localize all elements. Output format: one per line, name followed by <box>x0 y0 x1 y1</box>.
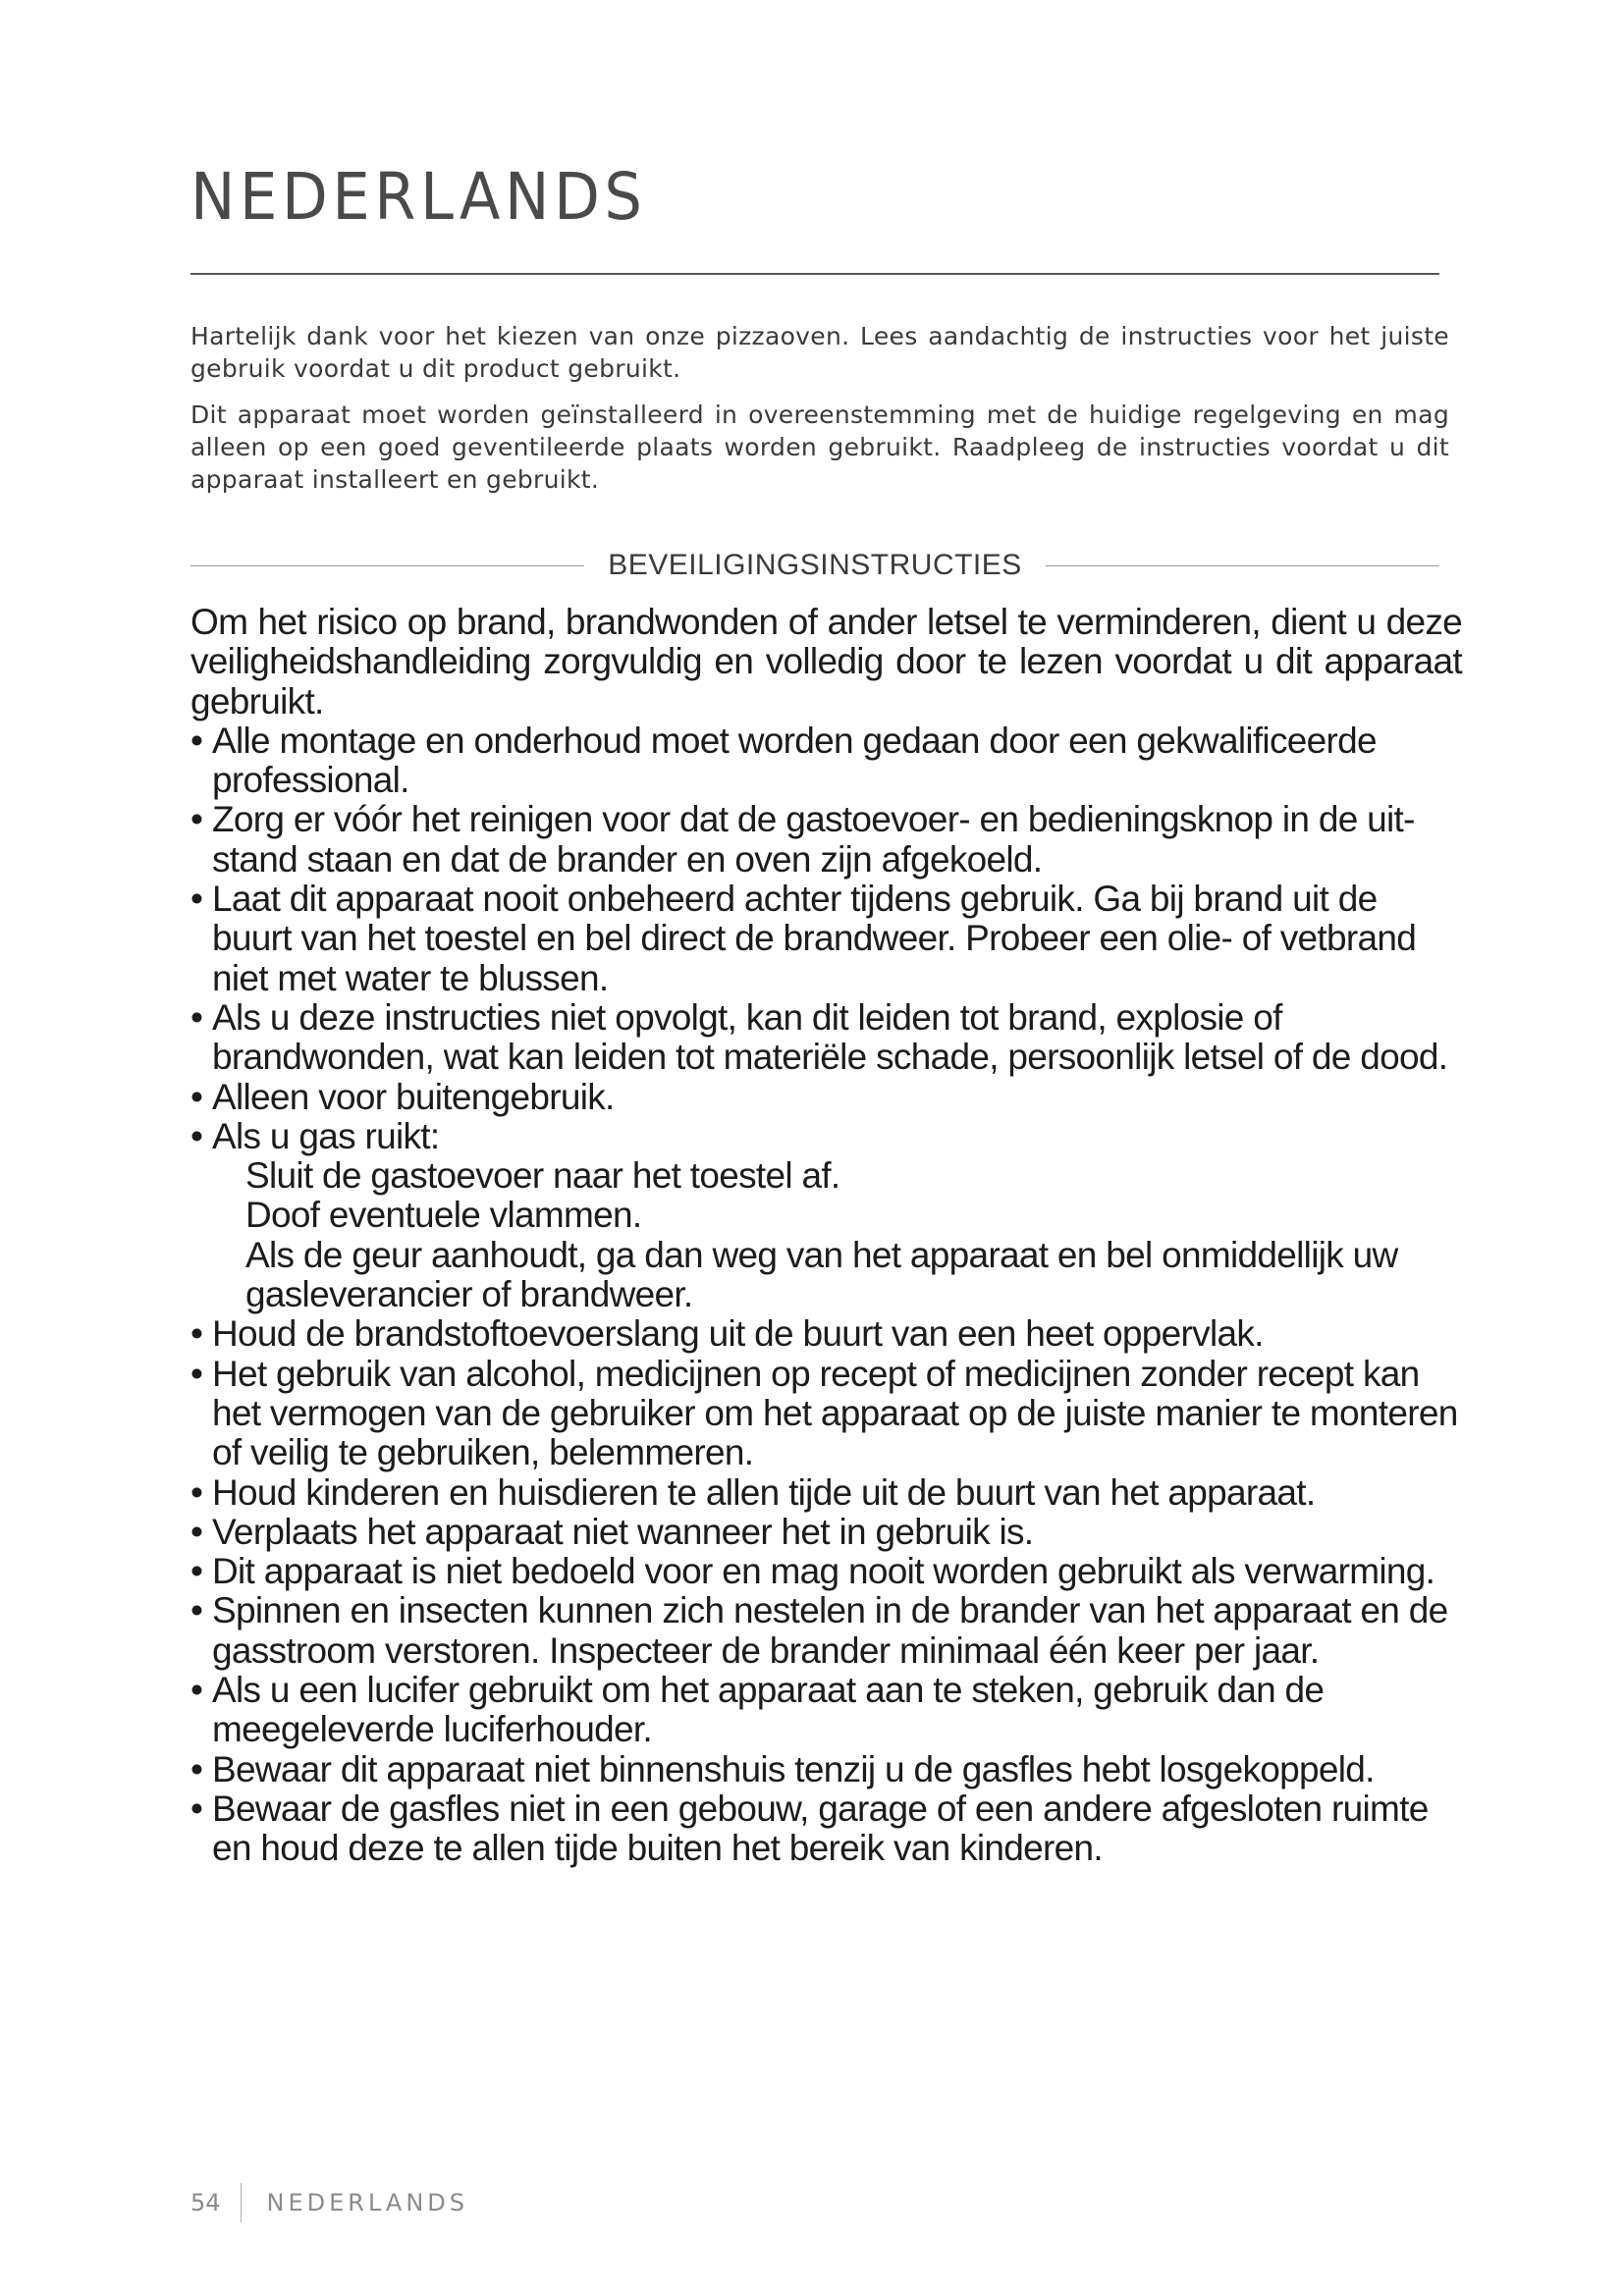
section-heading: BEVEILIGINGSINSTRUCTIES <box>608 549 1022 581</box>
bullet-icon: • <box>190 1115 203 1156</box>
intro-paragraph: Dit apparaat moet worden geïnstalleerd in overeenstemming met de huidige regelgeving en mag alleen op een goed geventileerde plaats worden gebruikt. Raadpleeg de instructies voordat u dit apparaat installeert en gebruikt. <box>190 400 1449 494</box>
bullet-icon: • <box>190 1471 203 1513</box>
safety-list <box>190 721 1462 1869</box>
bullet-icon: • <box>190 996 203 1038</box>
list-item <box>190 800 1462 880</box>
list-item <box>190 721 1462 801</box>
list-item-text: Houd de brandstoftoevoerslang uit de buurt van een heet oppervlak. <box>212 1313 1264 1355</box>
list-item <box>190 1314 1462 1354</box>
list-item-text: Spinnen en insecten kunnen zich nestelen in de brander van het apparaat en de gasstroom verstoren. Inspecteer de brander minimaal één keer per jaar. <box>212 1590 1448 1671</box>
bullet-icon: • <box>190 720 203 761</box>
bullet-icon: • <box>190 1313 203 1355</box>
list-item <box>190 1355 1462 1473</box>
bullet-icon: • <box>190 1511 203 1552</box>
page-number: 54 <box>190 2189 221 2216</box>
list-item <box>190 1789 1462 1869</box>
bullet-icon: • <box>190 799 203 840</box>
list-item-text: Laat dit apparaat nooit onbeheerd achter tijdens gebruik. Ga bij brand uit de buurt van het toestel en bel direct de brandweer. Probeer een olie- of vetbrand niet met water te blussen. <box>212 879 1417 998</box>
gas-step: Als de geur aanhoudt, ga dan weg van het apparaat en bel onmiddellijk uw gasleverancier of brandweer. <box>245 1234 1398 1315</box>
list-item-text: Zorg er vóór het reinigen voor dat de gastoevoer- en bedieningsknop in de uit-stand staan en dat de brander en oven zijn afgekoeld. <box>212 799 1415 880</box>
list-item <box>190 1750 1462 1789</box>
list-item-text: Bewaar de gasfles niet in een gebouw, garage of een andere afgesloten ruimte en houd deze te allen tijde buiten het bereik van kinderen. <box>212 1788 1429 1869</box>
list-item <box>190 1473 1462 1513</box>
list-item <box>190 1671 1462 1750</box>
list-item-text: Als u deze instructies niet opvolgt, kan dit leiden tot brand, explosie of brandwonden, wat kan leiden tot materiële schade, persoonlijk letsel of de dood. <box>212 996 1448 1078</box>
section-heading-row <box>190 544 1439 587</box>
footer-label: NEDERLANDS <box>266 2189 468 2216</box>
safety-instructions <box>190 603 1462 1869</box>
list-item-text: Bewaar dit apparaat niet binnenshuis tenzij u de gasfles hebt losgekoppeld. <box>212 1748 1375 1789</box>
bullet-icon: • <box>190 1551 203 1592</box>
bullet-icon: • <box>190 1353 203 1394</box>
list-item-text: Alleen voor buitengebruik. <box>212 1076 615 1117</box>
bullet-icon: • <box>190 1590 203 1631</box>
list-item-text: Dit apparaat is niet bedoeld voor en mag nooit worden gebruikt als verwarming. <box>212 1551 1435 1592</box>
list-item-text: Als u gas ruikt: <box>212 1115 440 1156</box>
section-rule-left <box>190 565 584 566</box>
bullet-icon: • <box>190 1788 203 1829</box>
list-item <box>190 998 1462 1078</box>
safety-lead: Om het risico op brand, brandwonden of ander letsel te verminderen, dient u deze veiligheidshandleiding zorgvuldig en volledig door te lezen voordat u dit apparaat gebruikt. <box>190 602 1462 721</box>
gas-step: Doof eventuele vlammen. <box>245 1195 642 1236</box>
list-item <box>190 1078 1462 1117</box>
intro-text <box>190 320 1449 509</box>
section-rule-right <box>1046 565 1439 566</box>
page-title: NEDERLANDS <box>190 159 647 235</box>
list-item <box>190 880 1462 998</box>
list-item-text: Alle montage en onderhoud moet worden gedaan door een gekwalificeerde professional. <box>212 720 1377 801</box>
list-item <box>190 1552 1462 1591</box>
list-item <box>190 1117 1462 1314</box>
list-item-text: Houd kinderen en huisdieren te allen tijde uit de buurt van het apparaat. <box>212 1471 1316 1513</box>
bullet-icon: • <box>190 879 203 920</box>
list-item <box>190 1513 1462 1552</box>
bullet-icon: • <box>190 1670 203 1711</box>
list-item-text: Als u een lucifer gebruikt om het apparaat aan te steken, gebruik dan de meegeleverde luciferhouder. <box>212 1670 1325 1750</box>
intro-paragraph: Hartelijk dank voor het kiezen van onze pizzaoven. Lees aandachtig de instructies voor het juiste gebruik voordat u dit product gebruikt. <box>190 322 1449 383</box>
list-item-text: Verplaats het apparaat niet wanneer het in gebruik is. <box>212 1511 1034 1552</box>
page-footer <box>190 2181 468 2224</box>
title-divider <box>190 273 1439 275</box>
list-item <box>190 1591 1462 1671</box>
bullet-icon: • <box>190 1748 203 1789</box>
gas-step: Sluit de gastoevoer naar het toestel af. <box>245 1155 840 1197</box>
list-item-text: Het gebruik van alcohol, medicijnen op recept of medicijnen zonder recept kan het vermogen van de gebruiker om het apparaat op de juiste manier te monteren of veilig te gebruiken, belemmeren. <box>212 1353 1458 1473</box>
bullet-icon: • <box>190 1076 203 1117</box>
